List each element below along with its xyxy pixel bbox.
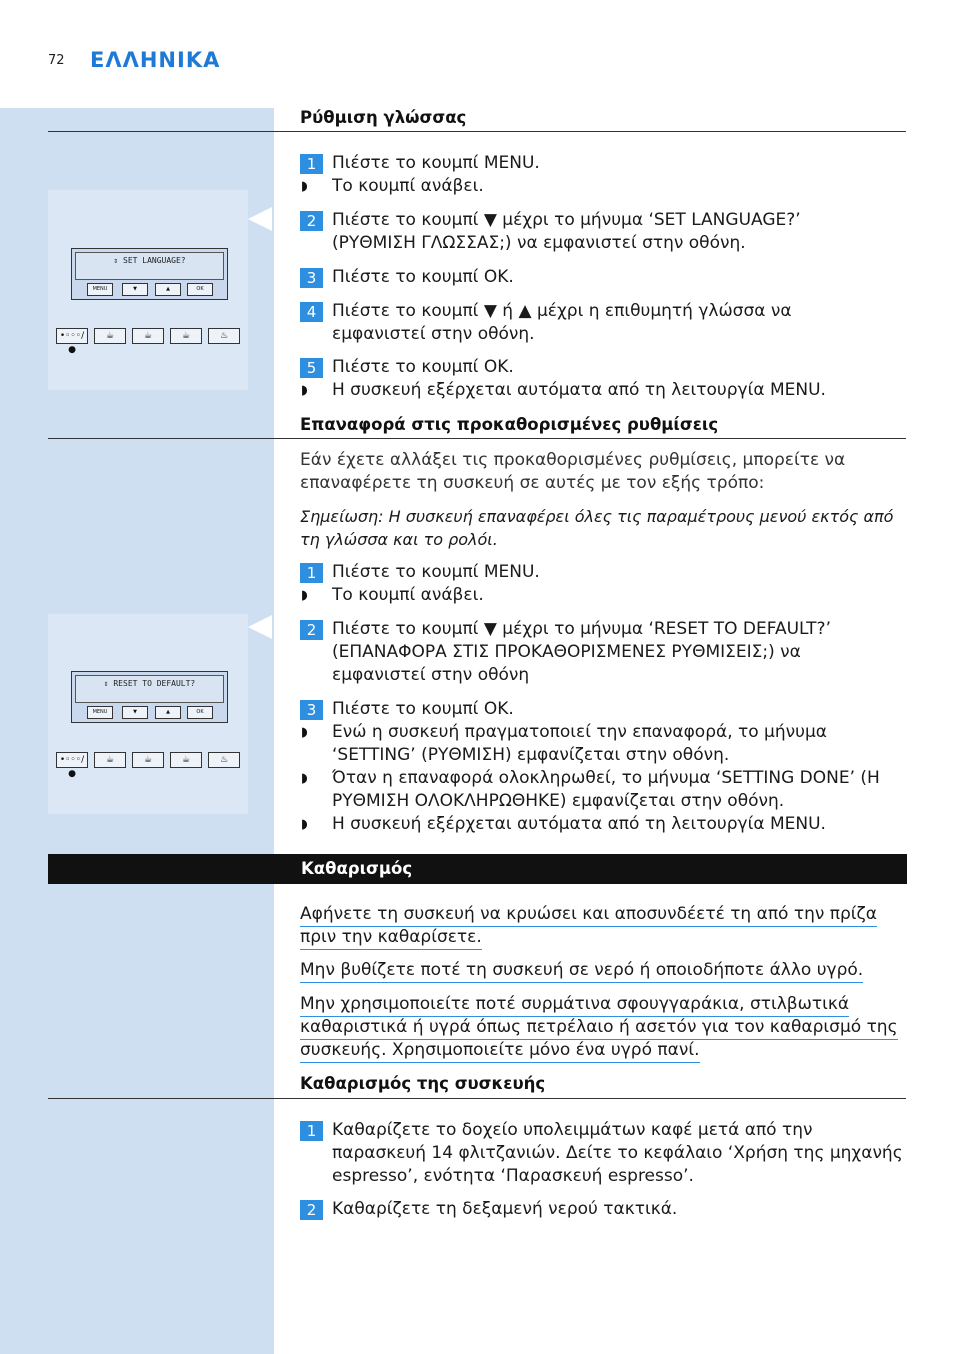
section-title: Καθαρισμός	[301, 859, 413, 878]
step-number: 5	[300, 358, 323, 378]
result-bullet: ◗	[301, 771, 308, 786]
down-button-drawing: ▼	[122, 283, 148, 296]
step-number: 2	[300, 1200, 323, 1220]
result-text: ΡΥΘΜΙΣΗ ΟΛΟΚΛΗΡΩΘΗΚΕ) εμφανίζεται στην οθόνη.	[332, 791, 785, 811]
section-bar-cleaning	[48, 854, 907, 884]
language-title: ΕΛΛΗΝΙΚΑ	[90, 48, 221, 72]
small-cup-icon: ☕	[94, 328, 126, 344]
result-bullet: ◗	[301, 588, 308, 603]
ok-button-drawing: OK	[187, 706, 213, 719]
warning-line: Μην βυθίζετε ποτέ τη συσκευή σε νερό ή οποιοδήποτε άλλο υγρό.	[300, 959, 863, 983]
step-text: Πιέστε το κουμπί ▼ μέχρι το μήνυμα ‘SET LANGUAGE?’	[332, 210, 801, 230]
up-button-drawing: ▲	[155, 706, 181, 719]
small-cup-icon: ☕	[94, 752, 126, 768]
device-screen	[71, 671, 228, 723]
step-text: Καθαρίζετε τη δεξαμενή νερού τακτικά.	[332, 1199, 678, 1219]
large-cup-icon: ☕	[170, 752, 202, 768]
step-text: Πιέστε το κουμπί ▼ μέχρι το μήνυμα ‘RESET TO DEFAULT?’	[332, 619, 831, 639]
heading-language-setting: Ρύθμιση γλώσσας	[300, 108, 467, 127]
warning-line: Μην χρησιμοποιείτε ποτέ συρμάτινα σφουγγαράκια, στιλβωτικά	[300, 993, 849, 1017]
menu-button-drawing: MENU	[87, 706, 113, 719]
note-text: Η συσκευή επαναφέρει όλες τις παραμέτρους μενού εκτός από	[388, 507, 894, 526]
result-bullet: ◗	[301, 817, 308, 832]
warning-line: καθαριστικά ή υγρά όπως πετρέλαιο ή ασετόν για τον καθαρισμό της	[300, 1016, 898, 1040]
steam-icon: ♨	[208, 328, 240, 344]
result-text: Η συσκευή εξέρχεται αυτόματα από τη λειτουργία MENU.	[332, 380, 826, 400]
medium-cup-icon: ☕	[132, 328, 164, 344]
panel-pointer	[248, 615, 272, 639]
warning-line: Αφήνετε τη συσκευή να κρυώσει και αποσυνδέετέ τη από την πρίζα	[300, 903, 877, 927]
result-bullet: ◗	[301, 725, 308, 740]
function-icon-row	[56, 752, 244, 779]
step-text: Πιέστε το κουμπί OK.	[332, 357, 514, 377]
aroma-strength-icon: •◦◦◦/●	[56, 328, 88, 344]
reset-intro-line: επαναφέρετε τη συσκευή σε αυτές με τον εξής τρόπο:	[300, 473, 765, 493]
divider	[48, 438, 906, 439]
step-text: Πιέστε το κουμπί MENU.	[332, 562, 540, 582]
heading-reset-defaults: Επαναφορά στις προκαθορισμένες ρυθμίσεις	[300, 415, 719, 434]
step-text: εμφανιστεί στην οθόνη	[332, 665, 530, 685]
result-text: Το κουμπί ανάβει.	[332, 585, 484, 605]
divider	[48, 1098, 906, 1099]
device-panel-illustration	[48, 614, 248, 814]
step-text: εμφανιστεί στην οθόνη.	[332, 324, 535, 344]
lcd-display: ⇕ RESET TO DEFAULT?	[75, 675, 224, 703]
step-number: 2	[300, 620, 323, 640]
step-number: 2	[300, 211, 323, 231]
result-text: ‘SETTING’ (ΡΥΘΜΙΣΗ) εμφανίζεται στην οθόνη.	[332, 745, 730, 765]
result-text: Όταν η επαναφορά ολοκληρωθεί, το μήνυμα ‘SETTING DONE’ (Η	[332, 768, 880, 788]
reset-note	[300, 505, 905, 551]
menu-button-drawing: MENU	[87, 283, 113, 296]
result-text: Ενώ η συσκευή πραγματοποιεί την επαναφορά, το μήνυμα	[332, 722, 827, 742]
up-button-drawing: ▲	[155, 283, 181, 296]
medium-cup-icon: ☕	[132, 752, 164, 768]
divider	[48, 131, 906, 132]
function-icon-row	[56, 328, 244, 355]
steam-icon: ♨	[208, 752, 240, 768]
down-button-drawing: ▼	[122, 706, 148, 719]
step-text: παρασκευή 14 φλιτζανιών. Δείτε το κεφάλαιο ‘Χρήση της μηχανής	[332, 1143, 903, 1163]
device-screen	[71, 248, 228, 300]
step-number: 1	[300, 563, 323, 583]
warning-line: συσκευής. Χρησιμοποιείτε μόνο ένα υγρό πανί.	[300, 1039, 700, 1063]
aroma-strength-icon: •◦◦◦/●	[56, 752, 88, 768]
result-bullet: ◗	[301, 179, 308, 194]
note-text: τη γλώσσα και το ρολόι.	[300, 530, 498, 549]
step-text: espresso’, ενότητα ‘Παρασκευή espresso’.	[332, 1166, 694, 1186]
step-number: 1	[300, 154, 323, 174]
note-label: Σημείωση:	[300, 507, 384, 526]
result-text: Το κουμπί ανάβει.	[332, 176, 484, 196]
result-bullet: ◗	[301, 383, 308, 398]
large-cup-icon: ☕	[170, 328, 202, 344]
step-text: (ΕΠΑΝΑΦΟΡΑ ΣΤΙΣ ΠΡΟΚΑΘΟΡΙΣΜΕΝΕΣ ΡΥΘΜΙΣΕΙΣ;) να	[332, 642, 801, 662]
heading-appliance-cleaning: Καθαρισμός της συσκευής	[300, 1074, 546, 1093]
page-number: 72	[48, 53, 65, 68]
step-number: 3	[300, 700, 323, 720]
step-text: Πιέστε το κουμπί ▼ ή ▲ μέχρι η επιθυμητή γλώσσα να	[332, 301, 792, 321]
step-text: (ΡΥΘΜΙΣΗ ΓΛΩΣΣΑΣ;) να εμφανιστεί στην οθόνη.	[332, 233, 746, 253]
warning-line: πριν την καθαρίσετε.	[300, 926, 482, 950]
step-number: 4	[300, 302, 323, 322]
reset-intro-line: Εάν έχετε αλλάξει τις προκαθορισμένες ρυθμίσεις, μπορείτε να	[300, 450, 846, 470]
reset-intro	[300, 449, 905, 495]
step-text: Πιέστε το κουμπί OK.	[332, 267, 514, 287]
ok-button-drawing: OK	[187, 283, 213, 296]
result-text: Η συσκευή εξέρχεται αυτόματα από τη λειτουργία MENU.	[332, 814, 826, 834]
device-panel-illustration	[48, 190, 248, 390]
panel-pointer	[248, 207, 272, 231]
step-text: Καθαρίζετε το δοχείο υπολειμμάτων καφέ μετά από την	[332, 1120, 813, 1140]
lcd-display: ⇕ SET LANGUAGE?	[75, 252, 224, 280]
step-number: 1	[300, 1121, 323, 1141]
step-text: Πιέστε το κουμπί OK.	[332, 699, 514, 719]
step-number: 3	[300, 268, 323, 288]
step-text: Πιέστε το κουμπί MENU.	[332, 153, 540, 173]
